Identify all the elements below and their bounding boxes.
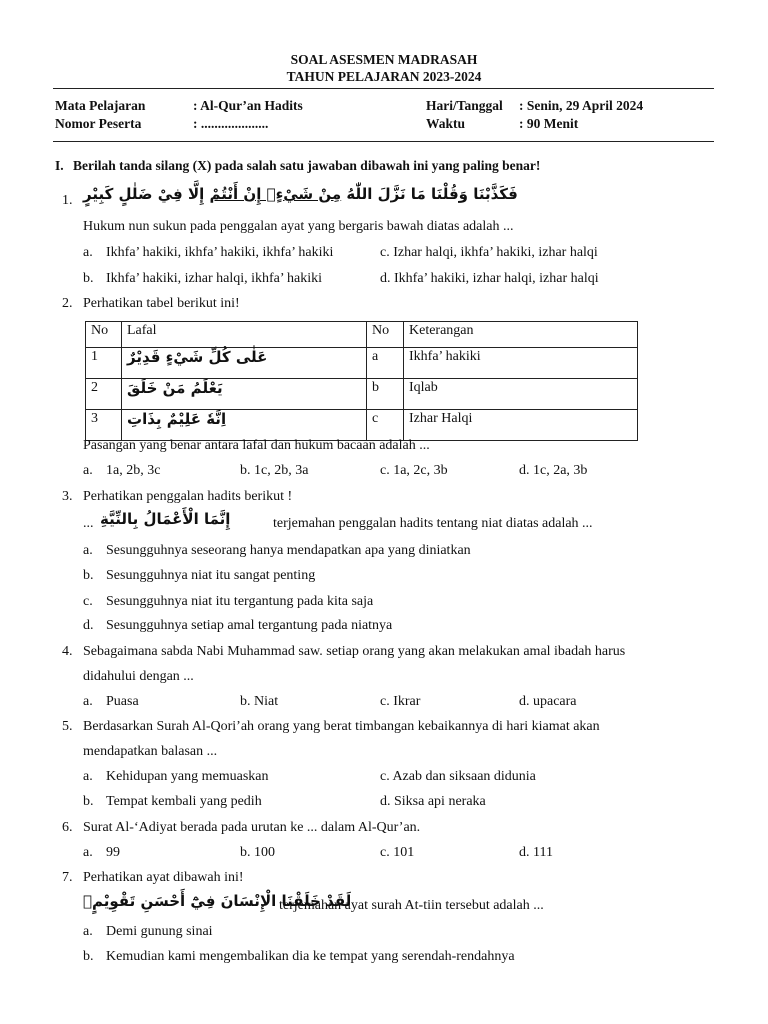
q3-text-after: terjemahan penggalan hadits tentang niat diatas adalah ... [273, 516, 593, 531]
q3-letter-a: a. [83, 543, 93, 558]
q3-text: Perhatikan penggalan hadits berikut ! [83, 489, 293, 504]
table-cell-lafal [122, 348, 367, 379]
table-header-no: No [86, 322, 122, 348]
q7-text-after: terjemahan ayat surah At-tiin tersebut adalah ... [279, 898, 544, 913]
q3-option-b: Sesungguhnya niat itu sangat penting [106, 568, 316, 583]
q3-number: 3. [62, 489, 73, 504]
table-cell-keterangan: Ikhfa’ hakiki [404, 348, 638, 379]
q2-option-a: 1a, 2b, 3c [106, 463, 161, 478]
q5-option-d: d. Siksa api neraka [380, 794, 486, 809]
q5-option-c: c. Azab dan siksaan didunia [380, 769, 536, 784]
q5-option-b: Tempat kembali yang pedih [106, 794, 262, 809]
q3-option-a: Sesungguhnya seseorang hanya mendapatkan apa yang diniatkan [106, 543, 471, 558]
table-cell-lafal [122, 410, 367, 441]
table-cell-keterangan: Iqlab [404, 379, 638, 410]
q6-option-b: b. 100 [240, 845, 275, 860]
q4-option-c: c. Ikrar [380, 694, 421, 709]
q2-option-b: b. 1c, 2b, 3a [240, 463, 309, 478]
table-cell-no2: c [367, 410, 404, 441]
q5-letter-a: a. [83, 769, 93, 784]
exam-year: TAHUN PELAJARAN 2023-2024 [286, 69, 482, 84]
q3-option-c: Sesungguhnya niat itu tergantung pada kita saja [106, 594, 374, 609]
q3-dots: ... [83, 516, 94, 531]
section-instruction: Berilah tanda silang (X) pada salah satu jawaban dibawah ini yang paling benar! [73, 158, 541, 173]
table-header-row [86, 322, 638, 348]
q5-option-a: Kehidupan yang memuaskan [106, 769, 269, 784]
q2-table [85, 321, 638, 441]
table-row [86, 410, 638, 441]
q3-letter-c: c. [83, 594, 93, 609]
q6-letter-a: a. [83, 845, 93, 860]
table-cell-no: 2 [86, 379, 122, 410]
participant-value: : .................... [193, 116, 269, 131]
q3-letter-b: b. [83, 568, 94, 583]
subject-label: Mata Pelajaran [55, 98, 146, 113]
q1-option-d: d. Ikhfa’ hakiki, izhar halqi, izhar halqi [380, 271, 599, 286]
q2-text: Perhatikan tabel berikut ini! [83, 296, 240, 311]
q7-letter-b: b. [83, 949, 94, 964]
table-cell-no: 1 [86, 348, 122, 379]
table-header-no2: No [367, 322, 404, 348]
q2-number: 2. [62, 296, 73, 311]
q7-option-a: Demi gunung sinai [106, 924, 213, 939]
q1-option-c: c. Izhar halqi, ikhfa’ hakiki, izhar halqi [380, 245, 598, 260]
q1-arabic-underlined: مِنْ شَيْءٍۖ إِنْ أَنْتُمْ [209, 185, 342, 203]
table-cell-no: 3 [86, 410, 122, 441]
table-cell-keterangan: Izhar Halqi [404, 410, 638, 441]
section-number: I. [55, 158, 64, 173]
table-header-lafal: Lafal [122, 322, 367, 348]
participant-label: Nomor Peserta [55, 116, 142, 131]
date-value: : Senin, 29 April 2024 [519, 98, 644, 113]
q1-number: 1. [62, 193, 73, 208]
q1-letter-a: a. [83, 245, 93, 260]
q3-option-d: Sesungguhnya setiap amal tergantung pada niatnya [106, 618, 393, 633]
date-label: Hari/Tanggal [426, 98, 503, 113]
table-cell-lafal-arabic: اِنَّهٗ عَلِيْمٌ بِذَاتِ [127, 410, 227, 428]
q6-option-a: 99 [106, 845, 120, 860]
table-header-keterangan: Keterangan [404, 322, 638, 348]
q7-number: 7. [62, 870, 73, 885]
table-cell-lafal-arabic: عَلٰى كُلِّ شَيْءٍ قَدِيْرٌ [127, 348, 268, 366]
subject-value: : Al-Qur’an Hadits [193, 98, 303, 113]
q1-text: Hukum nun sukun pada penggalan ayat yang bergaris bawah diatas adalah ... [83, 219, 514, 234]
q4-option-d: d. upacara [519, 694, 577, 709]
header-rule-top [53, 88, 714, 89]
table-cell-no2: b [367, 379, 404, 410]
q4-option-b: b. Niat [240, 694, 279, 709]
q6-option-c: c. 101 [380, 845, 415, 860]
q1-arabic [83, 185, 518, 203]
q4-option-a: Puasa [106, 694, 139, 709]
table-cell-lafal-arabic: يَعْلَمُ مَنْ خَلَقَ [127, 379, 223, 397]
q7-option-b: Kemudian kami mengembalikan dia ke tempat yang serendah-rendahnya [106, 949, 515, 964]
q2-letter-a: a. [83, 463, 93, 478]
exam-title: SOAL ASESMEN MADRASAH [290, 52, 478, 67]
q5-text-line2: mendapatkan balasan ... [83, 744, 218, 759]
q3-arabic: إِنَّمَا الْأَعْمَالُ بِالنِّيَّةِ [100, 510, 231, 528]
q6-option-d: d. 111 [519, 845, 553, 860]
q4-text-line2: didahului dengan ... [83, 669, 194, 684]
q1-option-a: Ikhfa’ hakiki, ikhfa’ hakiki, ikhfa’ hakiki [106, 245, 334, 260]
q6-number: 6. [62, 820, 73, 835]
time-label: Waktu [426, 116, 466, 131]
table-row [86, 379, 638, 410]
q7-arabic: لَقَدْ خَلَقْنَا الْإِنْسَانَ فِيْٓ أَحْسَنِ تَقْوِيْمٍۖ [83, 892, 352, 910]
q1-letter-b: b. [83, 271, 94, 286]
q4-text-line1: Sebagaimana sabda Nabi Muhammad saw. setiap orang yang akan melakukan amal ibadah harus [83, 644, 626, 659]
q1-option-b: Ikhfa’ hakiki, izhar halqi, ikhfa’ hakiki [106, 271, 323, 286]
table-cell-no2: a [367, 348, 404, 379]
q6-text: Surat Al-‘Adiyat berada pada urutan ke ... dalam Al-Qur’an. [83, 820, 421, 835]
q5-text-line1: Berdasarkan Surah Al-Qori’ah orang yang berat timbangan kebaikannya di hari kiamat akan [83, 719, 600, 734]
q2-option-c: c. 1a, 2c, 3b [380, 463, 448, 478]
q7-text: Perhatikan ayat dibawah ini! [83, 870, 244, 885]
q2-option-d: d. 1c, 2a, 3b [519, 463, 588, 478]
time-value: : 90 Menit [519, 116, 579, 131]
header-rule-bottom [53, 141, 714, 142]
q3-letter-d: d. [83, 618, 94, 633]
q7-letter-a: a. [83, 924, 93, 939]
q1-arabic-post: إِلَّا فِيْ ضَلٰلٍ كَبِيْرٍ [83, 185, 210, 203]
q5-number: 5. [62, 719, 73, 734]
q5-letter-b: b. [83, 794, 94, 809]
table-row [86, 348, 638, 379]
table-cell-lafal [122, 379, 367, 410]
q1-arabic-pre: فَكَذَّبْنَا وَقُلْنَا مَا نَزَّلَ اللّٰهُ [341, 185, 518, 203]
q4-letter-a: a. [83, 694, 93, 709]
q4-number: 4. [62, 644, 73, 659]
q2-text2: Pasangan yang benar antara lafal dan hukum bacaan adalah ... [83, 438, 430, 453]
